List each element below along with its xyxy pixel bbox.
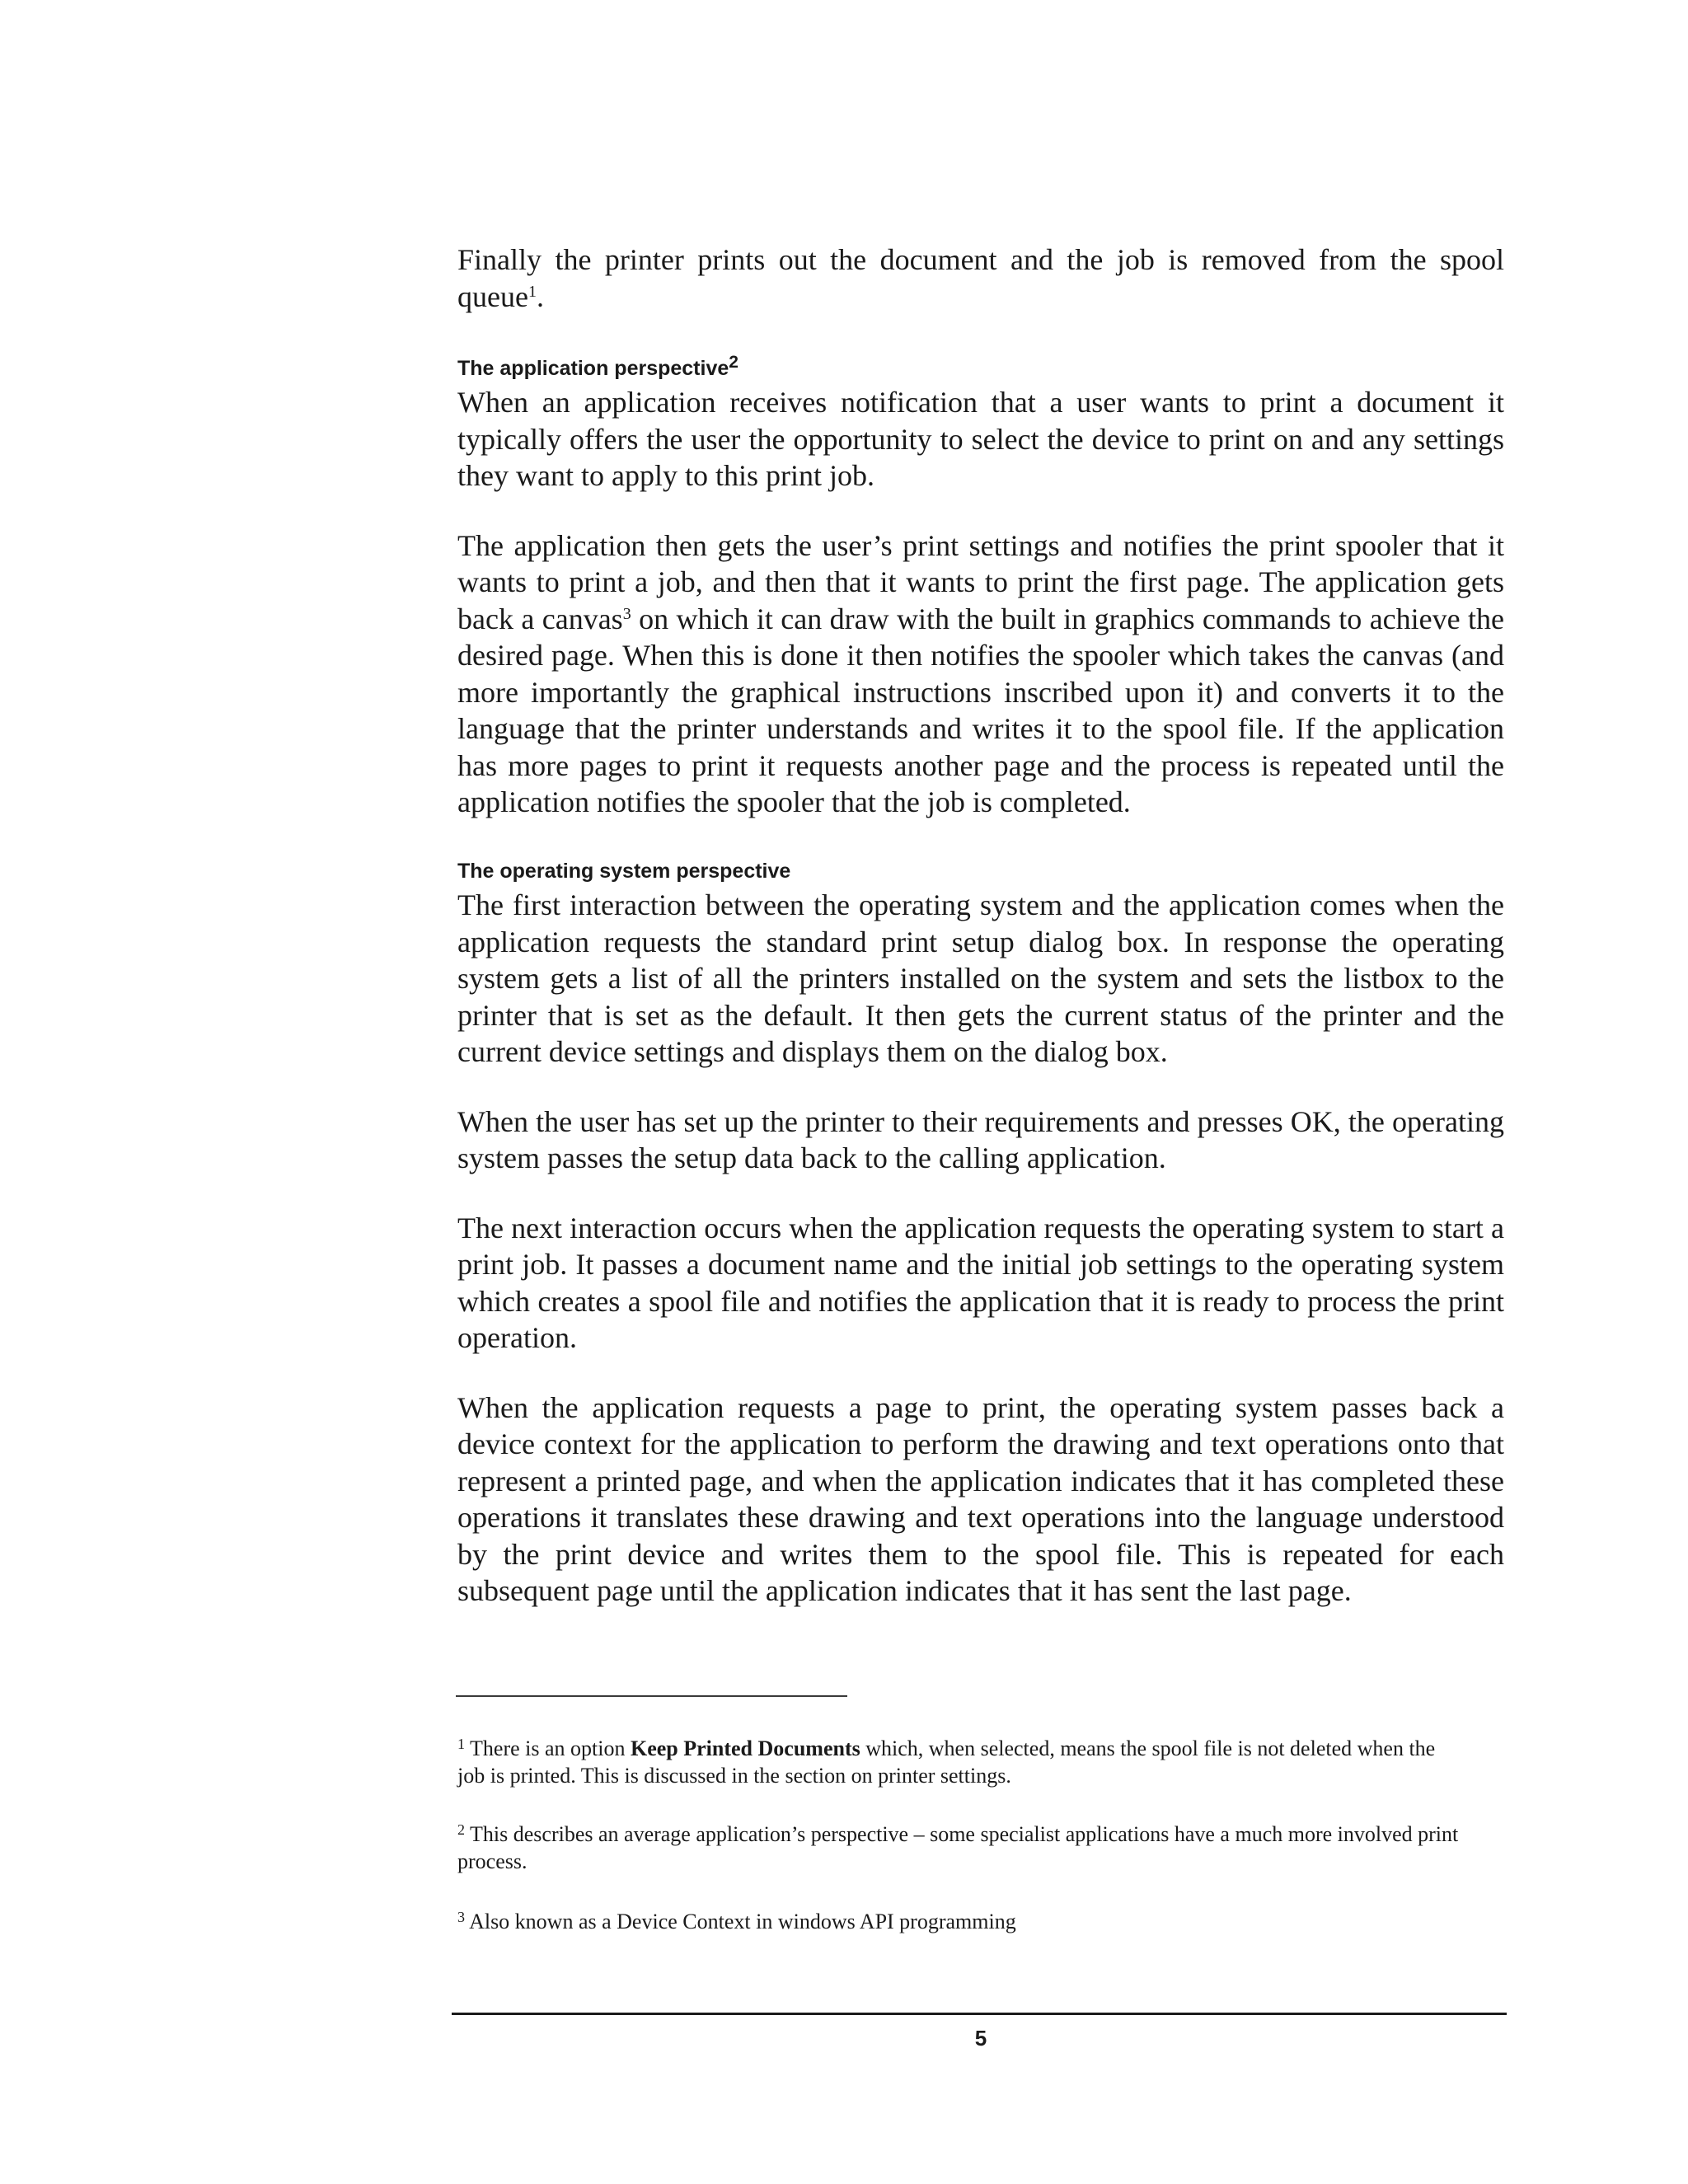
footnote-ref-1: 1 — [528, 282, 537, 301]
application-paragraph-2: The application then gets the user’s print settings and notifies the print spooler that it wants to print a job, and then that it wants to print the first page. The application gets back a canvas$^3$ on which it can draw with the built in graphics commands to achieve the desired page. When this is done it then notifies the spooler which takes the canvas (and more importantly the graphical instructions inscribed upon it) and converts it to the language that the printer understands and writes it to the spool file. If the application has more pages to print it requests another page and the process is repeated until the application notifies the spooler that the job is completed. — [457, 528, 1504, 818]
section-application — [457, 353, 1504, 821]
footnote-ref-2: 2 — [729, 353, 738, 372]
footnote-2: $^2$ This describes an average application’s perspective – some specialist applications have a much more involved print process. — [457, 1821, 1459, 1873]
footnote-separator — [456, 1695, 847, 1697]
os-paragraph-3: The next interaction occurs when the application requests the operating system to start a print job. It passes a document name and the initial job settings to the operating system which creates a spool file and notifies the application that it is ready to process the print operation. — [457, 1211, 1504, 1354]
section-operating-system — [457, 859, 1504, 1610]
os-paragraph-2: When the user has set up the printer to their requirements and presses OK, the operating system passes the setup data back to the calling application. — [457, 1104, 1504, 1174]
footer-separator — [452, 2013, 1507, 2015]
os-paragraph-1: The first interaction between the operating system and the application comes when the application requests the standard print setup dialog box. In response the operating system gets a list of all the printers installed on the system and sets the listbox to the printer that is set as the default. It then gets the current status of the printer and the current device settings and displays them on the dialog box. — [457, 888, 1504, 1068]
section-heading-operating-system: The operating system perspective — [457, 860, 791, 883]
intro-paragraph: Finally the printer prints out the document and the job is removed from the spool queue$^1$. — [457, 243, 1504, 313]
intro-block — [457, 241, 1504, 315]
page-number: 5 — [974, 2026, 987, 2050]
footnote-3: $^3$ Also known as a Device Context in windows API programming — [457, 1909, 1016, 1933]
keep-printed-documents-label: Keep Printed Documents — [630, 1736, 860, 1760]
os-paragraph-4: When the application requests a page to print, the operating system passes back a device context for the application to perform the drawing and text operations onto that represent a printed page, and when the application indicates that it has completed these operations it translates these drawing and text operations into the language understood by the print device and writes them to the spool file. This is repeated for each subsequent page until the application indicates that it has sent the last page. — [457, 1390, 1504, 1607]
footnote-ref-3: 3 — [622, 604, 631, 623]
application-paragraph-1: When an application receives notification that a user wants to print a document it typically offers the user the opportunity to select the device to print on and any settings they want to apply to this print job. — [457, 386, 1504, 492]
section-heading-application: The application perspective$^2$ — [457, 353, 738, 380]
footnote-1: $^1$ There is an option Keep Printed Documents which, when selected, means the spool file is not deleted when the job is printed. This is discussed in the section on printer settings. — [457, 1736, 1436, 1788]
